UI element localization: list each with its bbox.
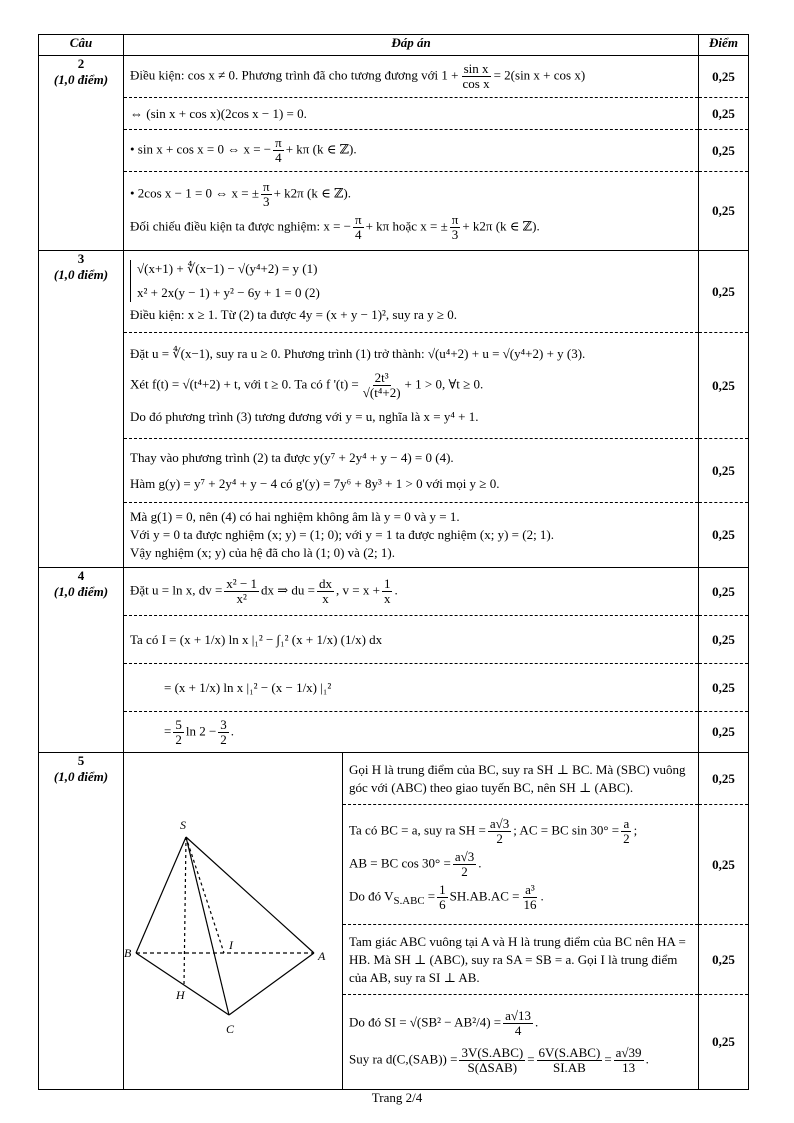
q5-step2: Ta có BC = a, suy ra SH = $\frac{a√3}{2}$ ; AC = BC sin 30° = $\frac{a}{2}$ ; AB = BC cos 30° = $\frac{a√3}{2}$ . Do đó $V_{S.ABC}$ = $\frac{1}{6}$ SH.AB.AC = $\frac{\text{a³}}{16}$ . (343, 805, 698, 925)
q3-step4: Mà g(1) = 0, nên (4) có hai nghiệm không âm là y = 0 và y = 1. Với y = 0 ta được nghiệm (x; y) = (1; 0); với y = 1 ta được nghiệm (x; y) = (2; 1). Vậy nghiệm (x; y) của hệ đã cho là (1; 0) và (2; 1). (130, 509, 555, 560)
q2-number: 2 (77, 56, 85, 71)
q3-step3: Thay vào phương trình (2) ta được y(y⁷ + 2y⁴ + y − 4) = 0 (4). Hàm g(y) = y⁷ + 2y⁴ + y − 4 có g'(y) = 7y⁶ + 8y³ + 1 > 0 với mọi y ≥ 0. (124, 439, 698, 503)
q4-score-1: 0,25 (699, 568, 748, 616)
q2-step4: • 2cos x − 1 = 0 ⇔ x = ± $\frac{\pi}{3}$ + k2π (k ∈ ℤ). Đối chiếu điều kiện ta được nghiệm: x = − $\frac{\pi}{4}$ + kπ hoặc x = ± $\frac{\pi}{3}$ + k2π (k ∈ ℤ). (130, 179, 540, 242)
q2-step1: Điều kiện: cos x ≠ 0. Phương trình đã cho tương đương với 1 + $\frac{\text{sin x}}{\text{cos x}}$ = 2(sin x + cos x) (124, 56, 698, 98)
q4-score-2: 0,25 (699, 616, 748, 664)
q5-score-2: 0,25 (699, 805, 748, 925)
header-dapan: Đáp án (124, 35, 699, 56)
q5-score-3: 0,25 (699, 925, 748, 995)
q4-step2: Ta có I = (x + 1/x) ln x |₁² − ∫₁² (x + 1/x) (1/x) dx (124, 616, 698, 664)
question-2-row (39, 56, 749, 251)
question-5-row (39, 753, 749, 1090)
header-diem: Điểm (699, 35, 749, 56)
q4-number: 4 (77, 568, 85, 583)
q3-score-1: 0,25 (699, 251, 748, 333)
q5-points: (1,0 điểm) (53, 769, 109, 784)
q5-number: 5 (77, 753, 85, 768)
q3-score-3: 0,25 (699, 439, 748, 503)
page-footer: Trang 2/4 (371, 1090, 423, 1105)
label-c: C (226, 1022, 235, 1036)
q4-step1: Đặt u = ln x, dv = $\frac{\text{x² − 1}}{\text{x²}}$ dx ⇒ du = $\frac{dx}{x}$ , v = x + $\frac{1}{x}$ . (124, 568, 698, 616)
pyramid-figure (124, 753, 343, 1089)
q2-score-3: 0,25 (699, 130, 748, 172)
label-i: I (229, 938, 233, 952)
pyramid-diagram (124, 753, 342, 1089)
q3-score-2: 0,25 (699, 333, 748, 439)
q2-score-1: 0,25 (699, 56, 748, 98)
question-4-row (39, 568, 749, 753)
q4-score-3: 0,25 (699, 664, 748, 712)
q3-score-4: 0,25 (712, 527, 735, 542)
q3-step2: Đặt u = ∜(x−1), suy ra u ≥ 0. Phương trình (1) trở thành: √(u⁴+2) + u = √(y⁴+2) + y (3). Xét f(t) = √(t⁴+2) + t, với t ≥ 0. Ta có f '(t) = $\frac{\text{2t³}}{\text{√(t⁴+2)}}$ + 1 > 0, ∀t ≥ 0. Do đó phương trình (3) tương đương với y = u, nghĩa là x = y⁴ + 1. (124, 333, 698, 439)
q5-score-1: 0,25 (699, 753, 748, 805)
label-s: S (180, 818, 186, 832)
q3-number: 3 (77, 251, 85, 266)
q4-step3: = (x + 1/x) ln x |₁² − (x − 1/x) |₁² (124, 664, 698, 712)
label-h: H (176, 988, 185, 1002)
q5-step3: Tam giác ABC vuông tại A và H là trung điểm của BC nên HA = HB. Mà SH ⊥ (ABC), suy ra SA = SB = a. Gọi I là trung điểm của AB, suy ra SI ⊥ AB. (343, 925, 698, 995)
label-b: B (124, 946, 132, 960)
q5-step4: Do đó SI = √(SB² − AB²/4) = $\frac{a√13}{4}$ . Suy ra d(C,(SAB)) = $\frac{\text{3V(S.ABC)}}{\text{S(ΔSAB)}}$ = $\frac{\text{6V(S.ABC)}}{SI.AB}$ = $\frac{a√39}{13}$ . (349, 1008, 649, 1075)
q2-step2: ⇔ (sin x + cos x)(2cos x − 1) = 0. (124, 98, 698, 130)
q2-score-4: 0,25 (712, 203, 735, 218)
q4-step4: = $\frac{5}{2}$ ln 2 − $\frac{3}{2}$ . (164, 716, 235, 747)
q4-score-4: 0,25 (712, 724, 735, 739)
question-3-row (39, 251, 749, 568)
q3-points: (1,0 điểm) (53, 267, 109, 282)
q2-score-2: 0,25 (699, 98, 748, 130)
answer-table (38, 34, 749, 1090)
q5-score-4: 0,25 (712, 1034, 735, 1049)
q3-step1: √(x+1) + ∜(x−1) − √(y⁴+2) = y (1) x² + 2x(y − 1) + y² − 6y + 1 = 0 (2) Điều kiện: x ≥ 1. Từ (2) ta được 4y = (x + y − 1)², suy ra y ≥ 0. (124, 251, 698, 333)
q5-step1: Gọi H là trung điểm của BC, suy ra SH ⊥ BC. Mà (SBC) vuông góc với (ABC) theo giao tuyến BC, nên SH ⊥ (ABC). (343, 753, 698, 805)
q2-points: (1,0 điểm) (53, 72, 109, 87)
label-a: A (318, 949, 326, 963)
q2-step3: • sin x + cos x = 0 ⇔ x = − $\frac{\pi}{4}$ + kπ (k ∈ ℤ). (124, 130, 698, 172)
header-cau: Câu (39, 35, 124, 56)
q4-points: (1,0 điểm) (53, 584, 109, 599)
